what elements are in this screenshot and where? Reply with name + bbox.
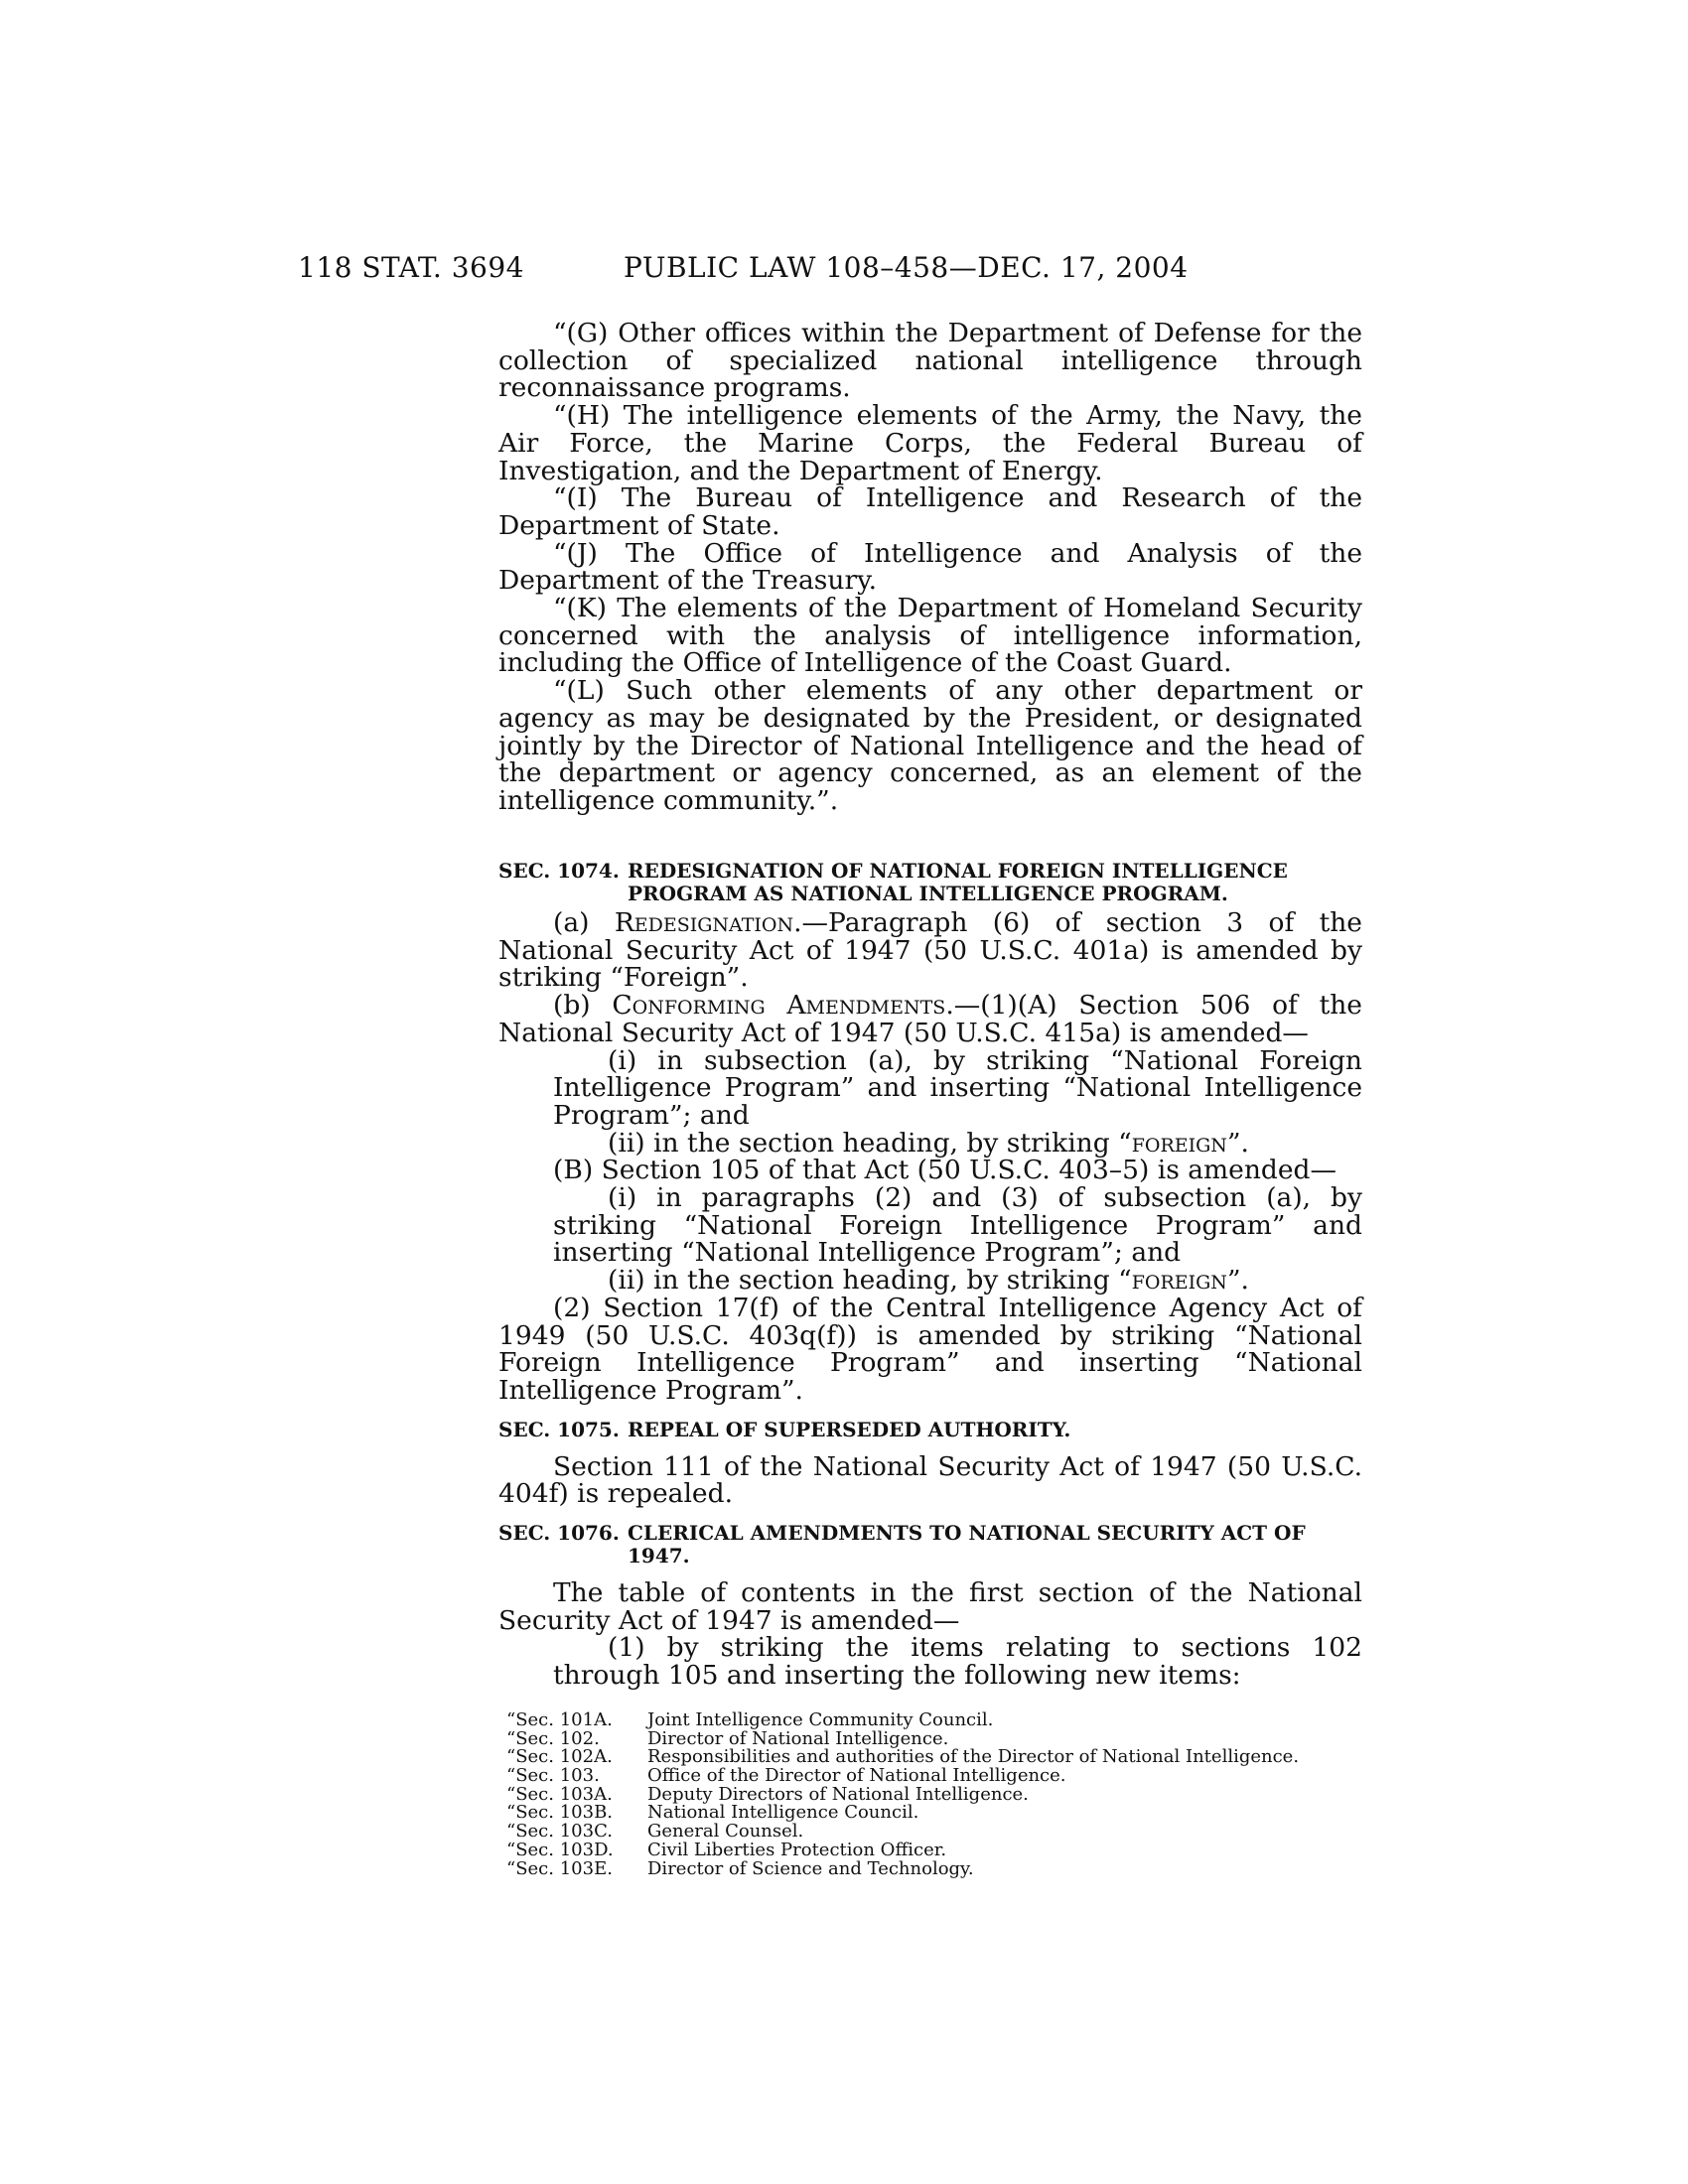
clause-bB-ii-word: foreign — [1131, 1265, 1227, 1297]
toc-section-title: National Intelligence Council. — [647, 1802, 919, 1824]
toc-section-number: “Sec. 103D. — [506, 1839, 614, 1860]
section-1074-title: REDESIGNATION OF NATIONAL FOREIGN INTELLIGENCE PROGRAM AS NATIONAL INTELLIGENCE PROGRAM. — [628, 859, 1288, 905]
intro-item-l: “(L) Such other elements of any other department or agency as may be designated by the President, or designated jointly by the Director of National Intelligence and the head of the department or agency concerned, as an element of the intelligence community.”. — [498, 675, 1362, 816]
clause-b1-ii — [498, 1127, 1362, 1159]
subsection-a-caption: Redesignation — [614, 907, 794, 938]
toc-section-number: “Sec. 102A. — [506, 1746, 613, 1768]
toc-section-number: “Sec. 103. — [506, 1764, 600, 1786]
intro-item-i: “(I) The Bureau of Intelligence and Research of the Department of State. — [498, 482, 1362, 541]
toc-section-title: Office of the Director of National Intelligence. — [647, 1764, 1066, 1786]
subparagraph-b: (B) Section 105 of that Act (50 U.S.C. 403–5) is amended— — [553, 1155, 1337, 1186]
section-1076-text: The table of contents in the first section of the National Security Act of 1947 is amended— — [498, 1577, 1362, 1636]
toc-section-number: “Sec. 103A. — [506, 1783, 613, 1805]
section-1074-number: SEC. 1074. — [498, 859, 620, 883]
paragraph-2: (2) Section 17(f) of the Central Intelligence Agency Act of 1949 (50 U.S.C. 403q(f)) is amended by striking “National Foreign Intelligence Program” and inserting “National Intelligence Program”. — [498, 1292, 1362, 1406]
toc-section-title: General Counsel. — [647, 1821, 804, 1843]
section-1076-number: SEC. 1076. — [498, 1521, 620, 1546]
clause-b1-ii-end: ”. — [1226, 1127, 1249, 1159]
section-1075-heading — [498, 1419, 1362, 1441]
subsection-a-text: .—Paragraph (6) of section 3 of the National Security Act of 1947 (50 U.S.C. 401a) is amended by striking “Foreign”. — [498, 907, 1362, 994]
list-item — [498, 1783, 1362, 1805]
section-1075-title: REPEAL OF SUPERSEDED AUTHORITY. — [628, 1417, 1071, 1441]
section-1075-text: Section 111 of the National Security Act of 1947 (50 U.S.C. 404f) is repealed. — [498, 1450, 1362, 1510]
section-1076-heading — [498, 1522, 1362, 1568]
section-1074-body — [498, 909, 1362, 1878]
public-law-header: PUBLIC LAW 108–458—DEC. 17, 2004 — [624, 251, 1189, 284]
clause-b1-ii-word: foreign — [1131, 1127, 1227, 1159]
subsection-b-label: (b) — [553, 990, 613, 1022]
toc-section-title: Responsibilities and authorities of the Director of National Intelligence. — [647, 1746, 1300, 1768]
section-1074-heading — [498, 860, 1362, 905]
subsection-b-text: .—(1)(A) Section 506 of the National Security Act of 1947 (50 U.S.C. 415a) is amended— — [498, 990, 1362, 1048]
subsection-b — [498, 992, 1362, 1046]
subsection-b-caption: Conforming Amendments — [612, 990, 946, 1022]
toc-section-title: Joint Intelligence Community Council. — [647, 1708, 994, 1730]
clause-bB-ii — [498, 1267, 1362, 1295]
list-item — [498, 1804, 1362, 1823]
table-of-contents-items — [498, 1708, 1362, 1879]
toc-section-title: Director of National Intelligence. — [647, 1727, 949, 1749]
clause-b1-ii-text: (ii) in the section heading, by striking “ — [608, 1127, 1132, 1159]
toc-section-title: Deputy Directors of National Intelligence. — [647, 1783, 1029, 1805]
intro-item-j: “(J) The Office of Intelligence and Analysis of the Department of the Treasury. — [498, 537, 1362, 597]
list-item — [498, 1857, 1362, 1879]
toc-section-title: Civil Liberties Protection Officer. — [647, 1839, 947, 1860]
section-1075-number: SEC. 1075. — [498, 1417, 620, 1441]
clause-bB-ii-text: (ii) in the section heading, by striking “ — [608, 1265, 1132, 1297]
clause-bB-ii-end: ”. — [1226, 1265, 1249, 1297]
document-body — [498, 320, 1362, 815]
section-1076-title: CLERICAL AMENDMENTS TO NATIONAL SECURITY ACT OF 1947. — [628, 1521, 1306, 1569]
intro-item-g: “(G) Other offices within the Department of Defense for the collection of specialized national intelligence through reconnaissance programs. — [498, 318, 1362, 404]
toc-section-number: “Sec. 103B. — [506, 1802, 614, 1824]
section-1076-item-1: (1) by striking the items relating to sections 102 through 105 and inserting the following new items: — [553, 1632, 1362, 1692]
toc-section-number: “Sec. 101A. — [506, 1708, 613, 1730]
intro-item-k: “(K) The elements of the Department of Homeland Security concerned with the analysis of intelligence information, including the Office of Intelligence of the Coast Guard. — [498, 593, 1362, 679]
toc-section-number: “Sec. 103E. — [506, 1857, 613, 1879]
intro-item-h: “(H) The intelligence elements of the Army, the Navy, the Air Force, the Marine Corps, the Federal Bureau of Investigation, and the Department of Energy. — [498, 400, 1362, 486]
statute-reference: 118 STAT. 3694 — [298, 251, 524, 284]
subsection-a-label: (a) — [553, 907, 615, 938]
clause-bB-i: (i) in paragraphs (2) and (3) of subsection (a), by striking “National Foreign Intelligence Program” and inserting “National Intelligence Program”; and — [553, 1182, 1362, 1269]
subsection-a — [498, 909, 1362, 992]
toc-section-number: “Sec. 103C. — [506, 1821, 613, 1843]
toc-section-number: “Sec. 102. — [506, 1727, 600, 1749]
toc-section-title: Director of Science and Technology. — [647, 1857, 974, 1879]
clause-b1-i: (i) in subsection (a), by striking “National Foreign Intelligence Program” and inserting “National Intelligence Program”; and — [553, 1044, 1362, 1131]
